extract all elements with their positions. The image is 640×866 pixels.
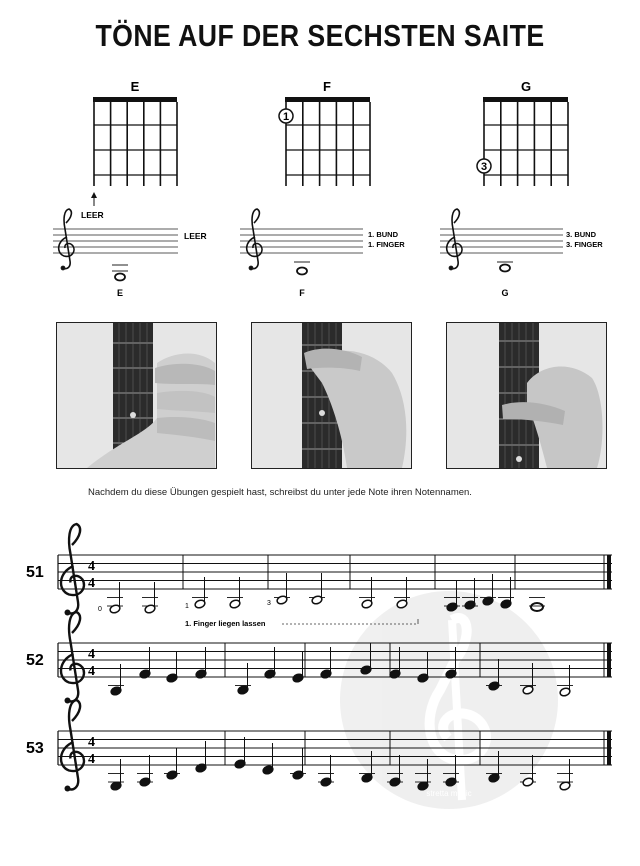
finger-number-g: 3 <box>480 161 488 173</box>
finger-mark-3: 3 <box>267 600 271 607</box>
small-staff-g <box>440 209 563 272</box>
staff-note-g: G <box>501 288 509 298</box>
watermark-logo <box>340 591 558 809</box>
final-barline-thick <box>607 555 611 589</box>
whole-note <box>531 603 543 611</box>
staff-note-f: F <box>299 288 305 298</box>
exercise-number-52: 52 <box>26 652 44 669</box>
time-sig-bottom: 4 <box>88 576 95 591</box>
staff-label-f-1: 1. BUND <box>368 230 399 239</box>
small-staff-e <box>53 209 178 281</box>
exercise-number-53: 53 <box>26 740 44 757</box>
instruction-text: Nachdem du diese Übungen gespielt hast, schreibst du unter jede Note ihren Notennamen. <box>88 487 472 498</box>
small-staff-f <box>240 209 363 275</box>
time-sig-top: 4 <box>88 559 95 574</box>
time-sig-bottom: 4 <box>88 664 95 679</box>
staff-label-g-1: 3. BUND <box>566 230 597 239</box>
time-sig-bottom: 4 <box>88 752 95 767</box>
chord-name-g: G <box>520 79 532 94</box>
finger-mark-0: 0 <box>98 606 102 613</box>
final-barline-thick <box>607 731 611 765</box>
staff-label-g-2: 3. FINGER <box>566 240 603 249</box>
finger-number-f: 1 <box>282 111 290 123</box>
chord-grid-g <box>477 97 568 186</box>
open-string-label: LEER <box>81 210 104 220</box>
watermark-text: stretta music <box>426 789 472 798</box>
finger-annotation: 1. Finger liegen lassen <box>185 619 266 628</box>
treble-clef <box>61 700 84 792</box>
treble-clef <box>61 612 84 704</box>
chord-name-e: E <box>130 79 140 94</box>
exercise-number-51: 51 <box>26 564 44 581</box>
time-sig-top: 4 <box>88 735 95 750</box>
final-barline-thick <box>607 643 611 677</box>
chord-grid-f <box>279 97 370 186</box>
finger-mark-1: 1 <box>185 603 189 610</box>
treble-clef <box>61 524 84 616</box>
chord-grid-e <box>91 97 177 206</box>
page-title: TÖNE AUF DER SECHSTEN SAITE <box>95 18 545 53</box>
time-sig-top: 4 <box>88 647 95 662</box>
chord-name-f: F <box>323 79 331 94</box>
staff-note-e: E <box>116 288 124 298</box>
staff-label-e: LEER <box>184 231 207 241</box>
staff-label-f-2: 1. FINGER <box>368 240 405 249</box>
